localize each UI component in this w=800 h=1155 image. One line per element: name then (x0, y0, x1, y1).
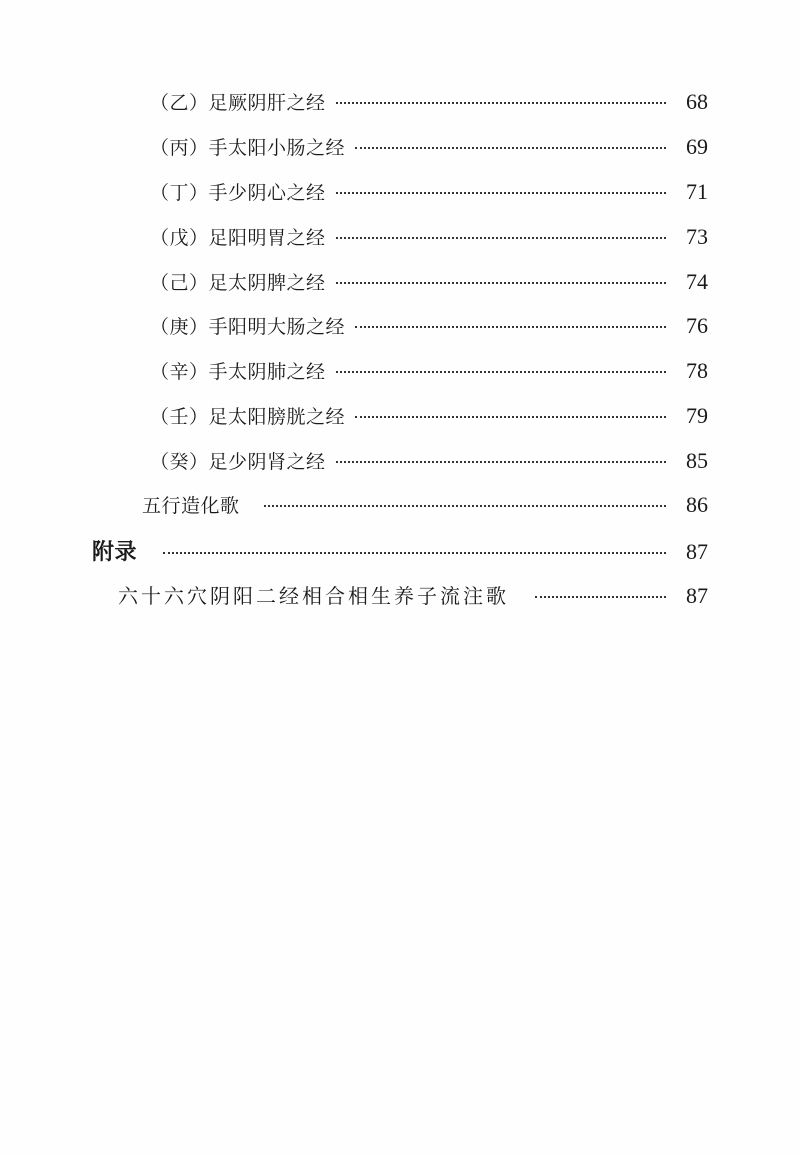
toc-entry[interactable] (150, 133, 708, 167)
toc-entry-title: 五行造化歌 (142, 495, 240, 517)
dot-leader (355, 146, 666, 149)
toc-entry[interactable] (150, 178, 708, 212)
toc-entry[interactable] (150, 268, 708, 302)
toc-page-number: 86 (686, 492, 708, 517)
toc-chapter-entry[interactable] (92, 535, 708, 569)
toc-page-number: 87 (686, 583, 708, 608)
dot-leader (535, 595, 666, 598)
dot-leader (355, 325, 666, 328)
toc-entry[interactable] (150, 402, 708, 436)
dot-leader (163, 551, 666, 554)
dot-leader (336, 236, 666, 239)
toc-entry[interactable] (142, 491, 708, 525)
toc-page-number: 69 (686, 134, 708, 159)
dot-leader (336, 191, 666, 194)
toc-entry-title: 六十六穴阴阳二经相合相生养子流注歌 (118, 584, 509, 608)
toc-entry-title: （辛）手太阴肺之经 (150, 361, 326, 383)
toc-page-number: 78 (686, 358, 708, 383)
toc-entry-title: （庚）手阳明大肠之经 (150, 316, 346, 338)
toc-entry[interactable] (150, 312, 708, 346)
toc-entry-title: （丙）手太阳小肠之经 (150, 137, 346, 159)
toc-page-number: 68 (686, 89, 708, 114)
toc-entry[interactable] (118, 580, 708, 614)
toc-page-number: 71 (686, 179, 708, 204)
dot-leader (355, 415, 666, 418)
dot-leader (336, 101, 666, 104)
dot-leader (336, 460, 666, 463)
toc-entry[interactable] (150, 357, 708, 391)
toc-page-number: 79 (686, 403, 708, 428)
toc-entry-title: （癸）足少阴肾之经 (150, 451, 326, 473)
toc-page-number: 73 (686, 224, 708, 249)
toc-entry-title: （丁）手少阴心之经 (150, 182, 326, 204)
toc-entry-title: （壬）足太阳膀胱之经 (150, 406, 346, 428)
toc-entry-title: （乙）足厥阴肝之经 (150, 92, 326, 114)
dot-leader (264, 504, 666, 507)
toc-page-number: 85 (686, 448, 708, 473)
dot-leader (336, 281, 666, 284)
toc-entry-title: （己）足太阴脾之经 (150, 272, 326, 294)
toc-entry-title: （戊）足阳明胃之经 (150, 227, 326, 249)
toc-entry[interactable] (150, 447, 708, 481)
toc-page-number: 87 (686, 539, 708, 564)
dot-leader (336, 370, 666, 373)
toc-page-number: 74 (686, 269, 708, 294)
toc-entry[interactable] (150, 88, 708, 122)
toc-page-number: 76 (686, 313, 708, 338)
toc-chapter-title: 附录 (92, 539, 138, 565)
toc-entry[interactable] (150, 223, 708, 257)
